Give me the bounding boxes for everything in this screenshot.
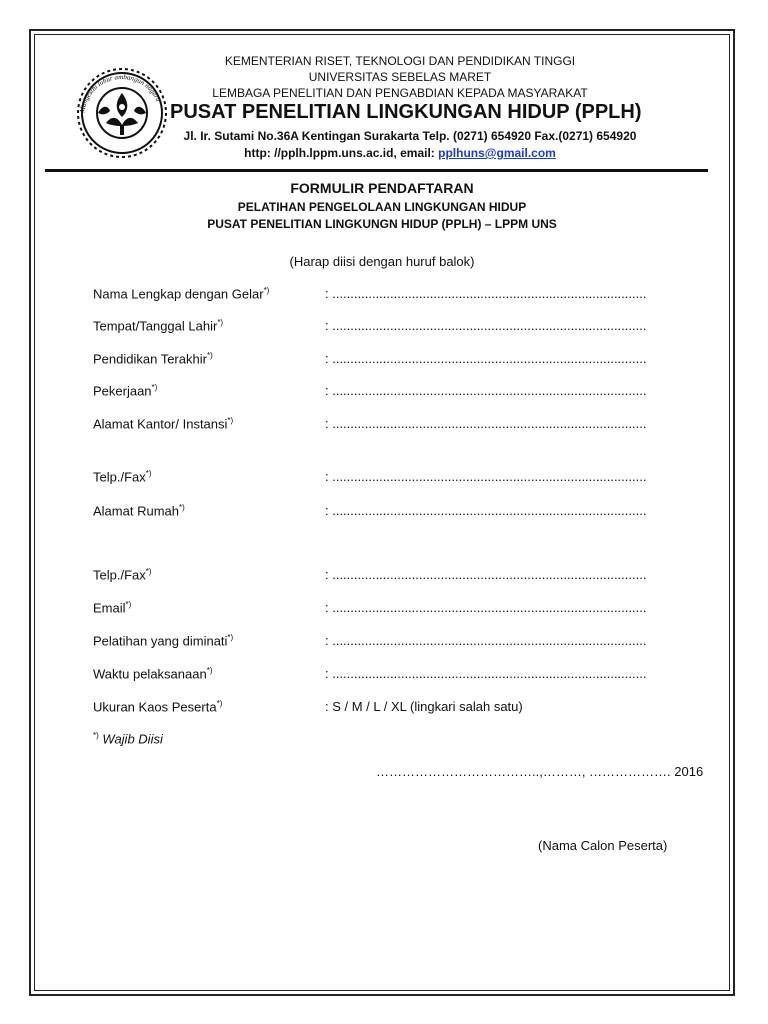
field-label-nama: Nama Lengkap dengan Gelar*) <box>93 286 270 302</box>
field-label-pendidikan: Pendidikan Terakhir*) <box>93 351 213 367</box>
field-input-pendidikan[interactable]: : ....................................................................................... <box>325 351 647 366</box>
email-link[interactable]: pplhuns@gmail.com <box>438 146 556 160</box>
logo-motto: Mangesthi luhur ambangun nagara <box>78 72 163 114</box>
center-address: Jl. Ir. Sutami No.36A Kentingan Surakarta Telp. (0271) 654920 Fax.(0271) 654920 <box>183 129 637 143</box>
field-input-nama[interactable]: : ....................................................................................... <box>325 286 647 301</box>
field-label-alamat-kantor: Alamat Kantor/ Instansi*) <box>93 416 234 432</box>
website-text: http: //pplh.lppm.uns.ac.id, email: <box>244 146 439 160</box>
field-label-telp-rumah: Telp./Fax*) <box>93 567 152 583</box>
form-subtitle-2: PUSAT PENELITIAN LINGKUNGN HIDUP (PPLH) – LPPM UNS <box>207 217 557 231</box>
required-note: *) Wajib Diisi <box>93 731 163 747</box>
field-label-alamat-rumah: Alamat Rumah*) <box>93 503 185 519</box>
field-label-ukuran-kaos: Ukuran Kaos Peserta*) <box>93 699 223 715</box>
form-instruction: (Harap diisi dengan huruf balok) <box>289 254 475 269</box>
university-logo-icon <box>68 63 176 161</box>
ministry-name: KEMENTERIAN RISET, TEKNOLOGI DAN PENDIDIKAN TINGGI <box>224 54 576 68</box>
field-input-ukuran-kaos[interactable]: : S / M / L / XL (lingkari salah satu) <box>325 699 523 714</box>
field-input-pekerjaan[interactable]: : ....................................................................................... <box>325 383 647 398</box>
university-name: UNIVERSITAS SEBELAS MARET <box>308 70 492 84</box>
header-divider <box>45 169 708 172</box>
field-input-alamat-kantor[interactable]: : ....................................................................................... <box>325 416 647 431</box>
field-label-waktu: Waktu pelaksanaan*) <box>93 666 213 682</box>
form-title: FORMULIR PENDAFTARAN <box>290 180 474 196</box>
field-label-ttl: Tempat/Tanggal Lahir*) <box>93 318 224 334</box>
web-email-line <box>170 146 630 160</box>
field-input-telp-rumah[interactable]: : ....................................................................................... <box>325 567 647 582</box>
field-label-email: Email*) <box>93 600 132 616</box>
signature-label: (Nama Calon Peserta) <box>538 838 668 853</box>
field-input-alamat-rumah[interactable]: : ....................................................................................... <box>325 503 647 518</box>
field-input-email[interactable]: : ....................................................................................... <box>325 600 647 615</box>
center-name: PUSAT PENELITIAN LINGKUNGAN HIDUP (PPLH) <box>170 101 642 123</box>
field-input-ttl[interactable]: : ....................................................................................... <box>325 318 647 333</box>
institute-name: LEMBAGA PENELITIAN DAN PENGABDIAN KEPADA MASYARAKAT <box>212 86 588 100</box>
form-subtitle-1: PELATIHAN PENGELOLAAN LINGKUNGAN HIDUP <box>237 200 527 214</box>
field-input-waktu[interactable]: : ....................................................................................... <box>325 666 647 681</box>
field-input-telp-kantor[interactable]: : ....................................................................................... <box>325 469 647 484</box>
field-label-pelatihan: Pelatihan yang diminati*) <box>93 633 234 649</box>
field-label-telp-kantor: Telp./Fax*) <box>93 469 152 485</box>
field-label-pekerjaan: Pekerjaan*) <box>93 383 158 399</box>
field-input-pelatihan[interactable]: : ....................................................................................... <box>325 633 647 648</box>
place-date-line[interactable]: ………………………………..,………, ………………. 2016 <box>376 764 704 779</box>
